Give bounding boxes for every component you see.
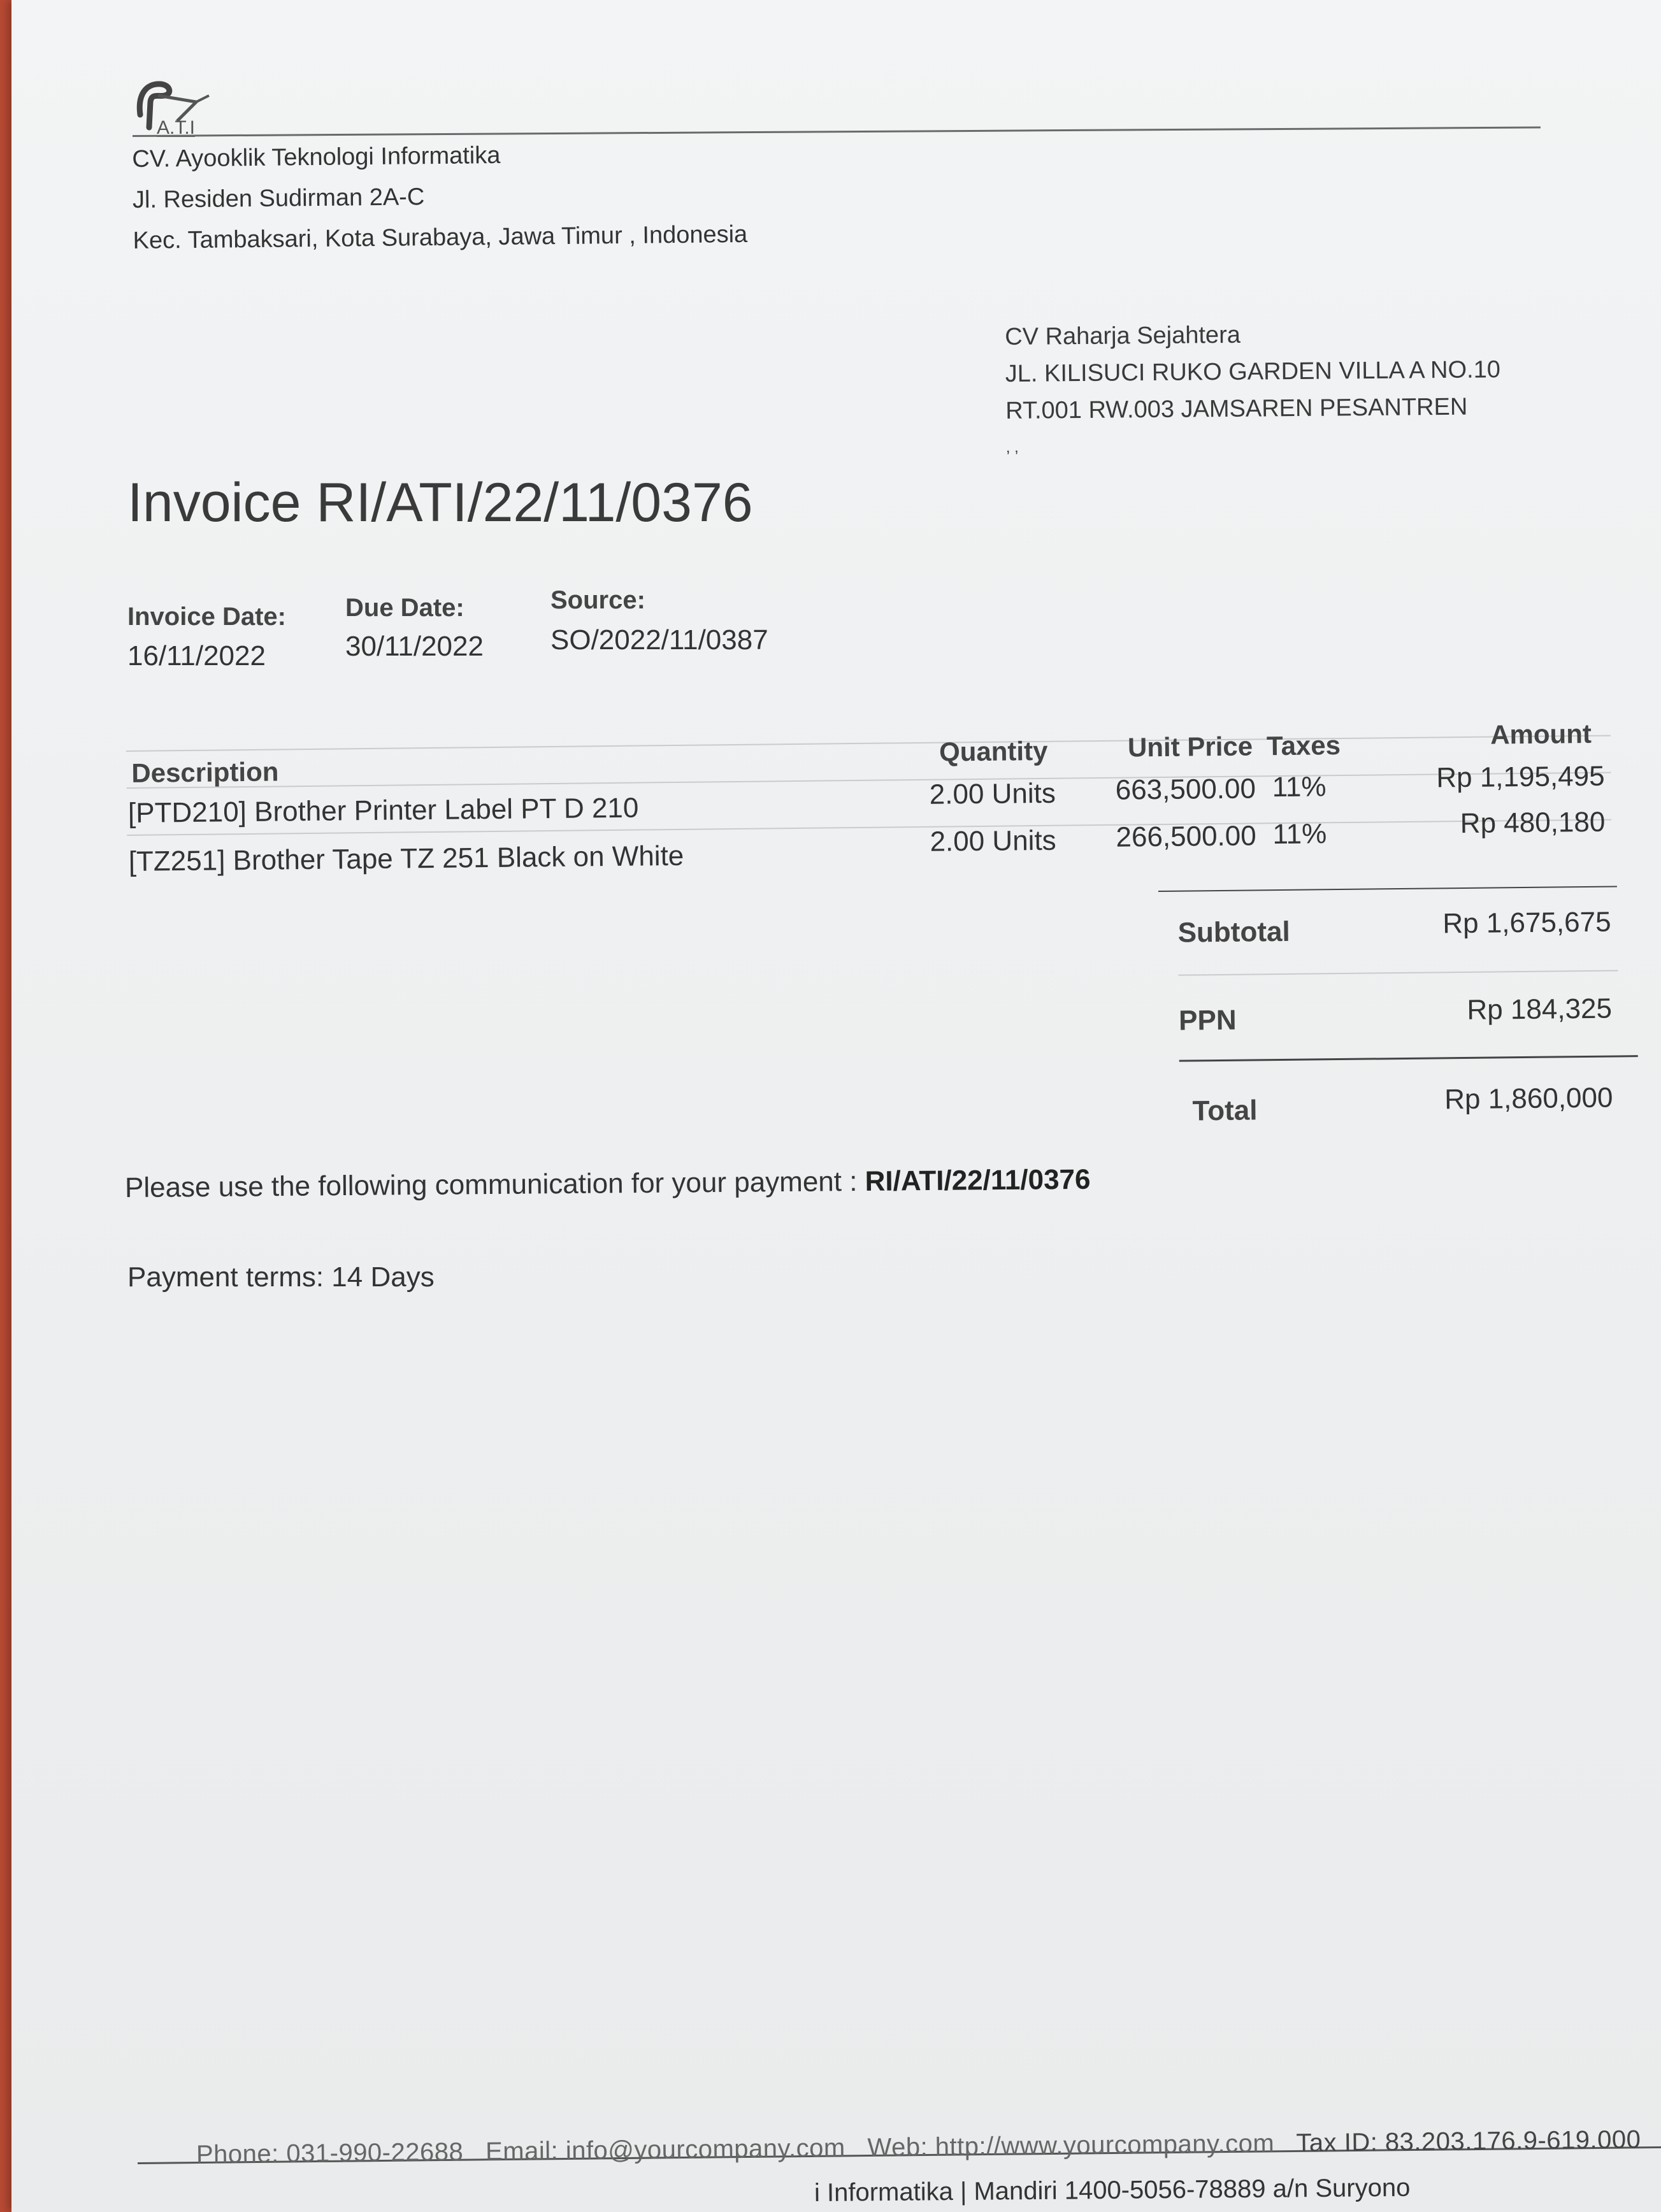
row-2-description: [TZ251] Brother Tape TZ 251 Black on White bbox=[128, 840, 684, 877]
totals-top-rule bbox=[1158, 886, 1617, 892]
row-2-amount: Rp 480,180 bbox=[1460, 806, 1606, 840]
customer-address-line3: , , bbox=[1005, 438, 1019, 456]
subtotal-divider bbox=[1178, 970, 1618, 975]
footer-phone: Phone: 031-990-22688 bbox=[196, 2137, 464, 2169]
total-top-rule bbox=[1179, 1055, 1638, 1062]
subtotal-value: Rp 1,675,675 bbox=[1442, 906, 1611, 940]
due-date-label: Due Date: bbox=[345, 594, 464, 622]
ppn-label: PPN bbox=[1178, 1004, 1237, 1037]
footer-tax-id: Tax ID: 83.203.176.9-619.000 bbox=[1296, 2125, 1641, 2157]
totals-block bbox=[2, 0, 1661, 1159]
footer-email: Email: info@yourcompany.com bbox=[485, 2134, 845, 2166]
customer-address-line2: RT.001 RW.003 JAMSAREN PESANTREN bbox=[1005, 393, 1468, 424]
logo-text: A.T.I bbox=[157, 117, 196, 138]
header-taxes: Taxes bbox=[1266, 730, 1341, 761]
row-1-description: [PTD210] Brother Printer Label PT D 210 bbox=[127, 792, 639, 829]
customer-address-line1: JL. KILISUCI RUKO GARDEN VILLA A NO.10 bbox=[1005, 356, 1501, 388]
footer-contact bbox=[196, 2125, 1661, 2169]
customer-name: CV Raharja Sejahtera bbox=[1005, 321, 1241, 351]
company-address-line1: Jl. Residen Sudirman 2A-C bbox=[132, 183, 425, 213]
source-label: Source: bbox=[550, 586, 645, 614]
row-2-unit-price: 266,500.00 bbox=[1116, 820, 1256, 853]
due-date-value: 30/11/2022 bbox=[345, 631, 484, 662]
payment-communication bbox=[125, 1164, 1091, 1204]
row-2-quantity: 2.00 Units bbox=[930, 824, 1056, 858]
company-address-line2: Kec. Tambaksari, Kota Surabaya, Jawa Timur , Indonesia bbox=[133, 220, 748, 254]
ppn-value: Rp 184,325 bbox=[1467, 993, 1613, 1026]
row-1-unit-price: 663,500.00 bbox=[1115, 773, 1256, 806]
company-name: CV. Ayooklik Teknologi Informatika bbox=[132, 141, 501, 173]
subtotal-label: Subtotal bbox=[1177, 916, 1290, 949]
footer-web: Web: http://www.yourcompany.com bbox=[867, 2129, 1275, 2162]
header-description: Description bbox=[131, 756, 279, 788]
row-1-quantity: 2.00 Units bbox=[929, 777, 1056, 810]
row-2-taxes: 11% bbox=[1272, 818, 1327, 851]
invoice-date-label: Invoice Date: bbox=[127, 603, 286, 631]
invoice-page bbox=[11, 0, 1661, 2212]
payment-terms: Payment terms: 14 Days bbox=[127, 1261, 435, 1293]
total-value: Rp 1,860,000 bbox=[1444, 1082, 1613, 1116]
total-label: Total bbox=[1192, 1095, 1258, 1127]
payment-communication-text: Please use the following communication for your payment : bbox=[124, 1165, 865, 1203]
invoice-date-value: 16/11/2022 bbox=[127, 640, 266, 672]
invoice-title: Invoice RI/ATI/22/11/0376 bbox=[127, 472, 753, 533]
header-amount: Amount bbox=[1490, 718, 1592, 750]
payment-reference: RI/ATI/22/11/0376 bbox=[865, 1163, 1091, 1197]
source-value: SO/2022/11/0387 bbox=[550, 624, 768, 656]
row-1-amount: Rp 1,195,495 bbox=[1436, 760, 1605, 794]
header-unit-price: Unit Price bbox=[1127, 731, 1253, 763]
row-1-taxes: 11% bbox=[1272, 771, 1327, 803]
header-quantity: Quantity bbox=[938, 735, 1048, 767]
footer-bank: i Informatika | Mandiri 1400-5056-78889 a/n Suryono bbox=[814, 2173, 1411, 2207]
